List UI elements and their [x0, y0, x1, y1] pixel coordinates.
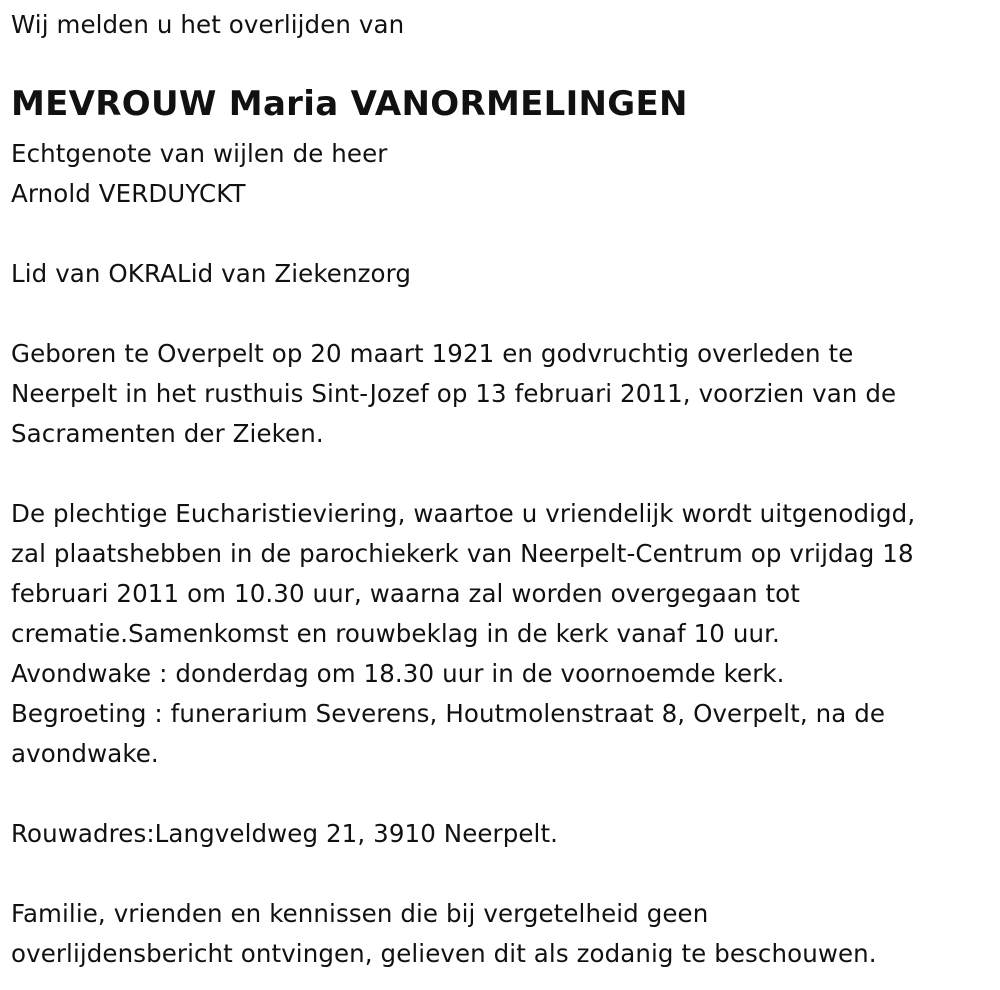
closing-line: overlijdensbericht ontvingen, gelieven dit als zodanig te beschouwen.: [11, 939, 877, 968]
intro-text: Wij melden u het overlijden van: [11, 10, 405, 39]
spouse-line-1: Echtgenote van wijlen de heer: [11, 139, 388, 168]
memberships-text: Lid van OKRALid van Ziekenzorg: [11, 259, 412, 288]
ceremony-line: crematie.Samenkomst en rouwbeklag in de kerk vanaf 10 uur.: [11, 619, 780, 648]
ceremony-line: zal plaatshebben in de parochiekerk van Neerpelt-Centrum op vrijdag 18: [11, 539, 914, 568]
deceased-name: MEVROUW Maria VANORMELINGEN: [11, 84, 688, 124]
birth-death-line: Neerpelt in het rusthuis Sint-Jozef op 13 februari 2011, voorzien van de: [11, 379, 897, 408]
ceremony-line: Begroeting : funerarium Severens, Houtmolenstraat 8, Overpelt, na de: [11, 699, 886, 728]
ceremony-line: De plechtige Eucharistieviering, waartoe u vriendelijk wordt uitgenodigd,: [11, 499, 916, 528]
ceremony-line: februari 2011 om 10.30 uur, waarna zal worden overgegaan tot: [11, 579, 800, 608]
birth-death-line: Sacramenten der Zieken.: [11, 419, 324, 448]
birth-death-line: Geboren te Overpelt op 20 maart 1921 en godvruchtig overleden te: [11, 339, 854, 368]
mourning-address: Rouwadres:Langveldweg 21, 3910 Neerpelt.: [11, 819, 559, 848]
spouse-line-2: Arnold VERDUYCKT: [11, 179, 246, 208]
ceremony-line: avondwake.: [11, 739, 159, 768]
closing-line: Familie, vrienden en kennissen die bij vergetelheid geen: [11, 899, 709, 928]
ceremony-line: Avondwake : donderdag om 18.30 uur in de voornoemde kerk.: [11, 659, 785, 688]
